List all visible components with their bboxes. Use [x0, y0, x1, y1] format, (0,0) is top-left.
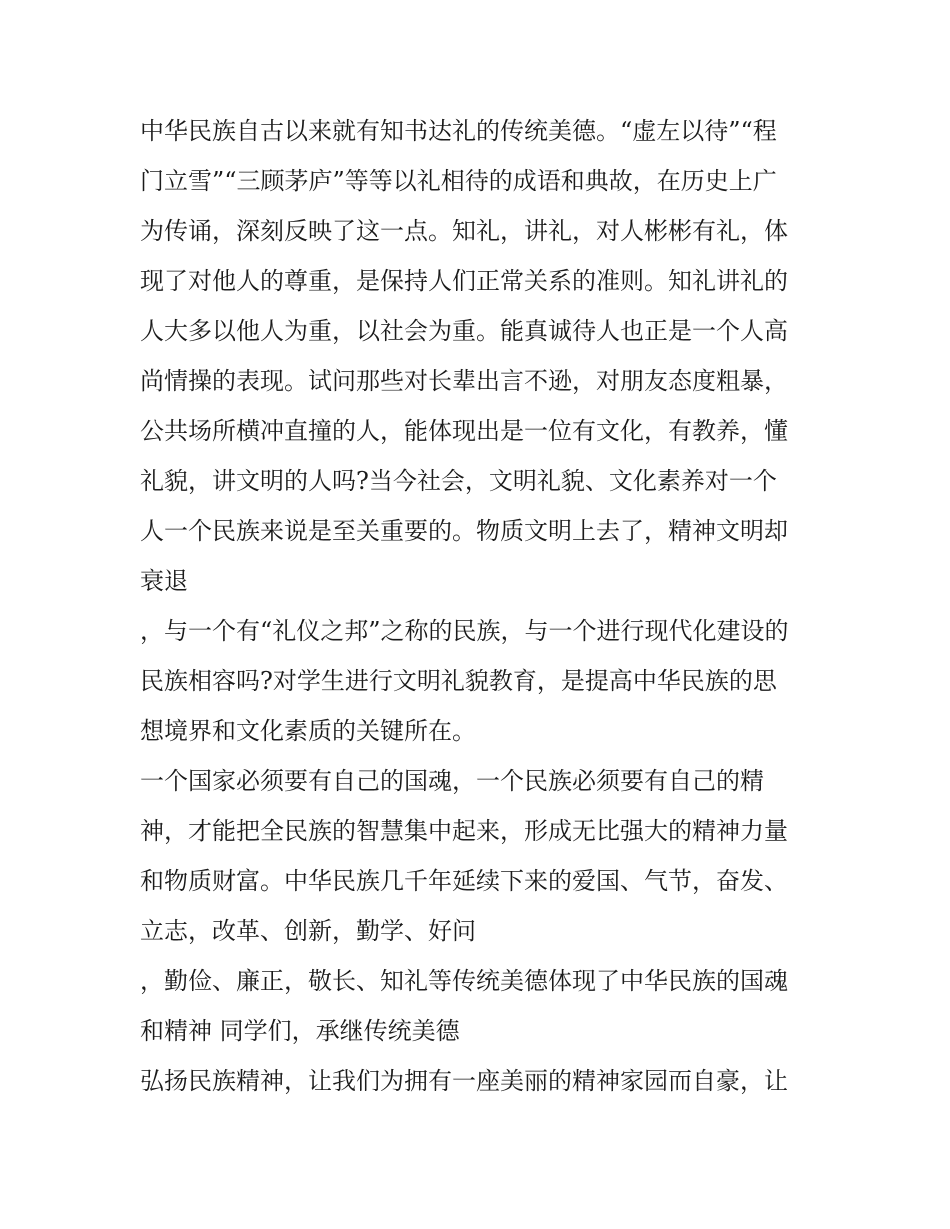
text-line-14: 一个国家必须要有自己的国魂，一个民族必须要有自己的精: [140, 767, 764, 795]
text-line-15: 神，才能把全民族的智慧集中起来，形成无比强大的精神力量: [140, 817, 788, 845]
text-line-4: 现了对他人的尊重，是保持人们正常关系的准则。知礼讲礼的: [140, 267, 788, 295]
text-line-10: 衰退: [140, 567, 188, 595]
text-line-1: 中华民族自古以来就有知书达礼的传统美德。“虚左以待”“程: [140, 117, 777, 145]
text-line-8: 礼貌，讲文明的人吗?当今社会，文明礼貌、文化素养对一个: [140, 467, 777, 495]
text-line-6: 尚情操的表现。试问那些对长辈出言不逊，对朋友态度粗暴，: [140, 367, 788, 395]
text-line-12: 民族相容吗?对学生进行文明礼貌教育，是提高中华民族的思: [140, 667, 777, 695]
text-line-5: 人大多以他人为重，以社会为重。能真诚待人也正是一个人高: [140, 317, 788, 345]
text-line-19: 和精神 同学们，承继传统美德: [140, 1017, 460, 1045]
text-line-2: 门立雪”“三顾茅庐”等等以礼相待的成语和典故，在历史上广: [140, 167, 777, 195]
text-line-7: 公共场所横冲直撞的人，能体现出是一位有文化，有教养，懂: [140, 417, 788, 445]
text-line-3: 为传诵，深刻反映了这一点。知礼，讲礼，对人彬彬有礼，体: [140, 217, 788, 245]
text-line-18: ，勤俭、廉正，敬长、知礼等传统美德体现了中华民族的国魂: [140, 967, 788, 995]
text-line-17: 立志，改革、创新，勤学、好问: [140, 917, 476, 945]
text-line-13: 想境界和文化素质的关键所在。: [140, 717, 476, 745]
text-line-11: ，与一个有“礼仪之邦”之称的民族，与一个进行现代化建设的: [140, 617, 789, 645]
text-line-9: 人一个民族来说是至关重要的。物质文明上去了，精神文明却: [140, 517, 788, 545]
text-line-16: 和物质财富。中华民族几千年延续下来的爱国、气节，奋发、: [140, 867, 788, 895]
text-line-20: 弘扬民族精神，让我们为拥有一座美丽的精神家园而自豪，让: [140, 1067, 788, 1095]
